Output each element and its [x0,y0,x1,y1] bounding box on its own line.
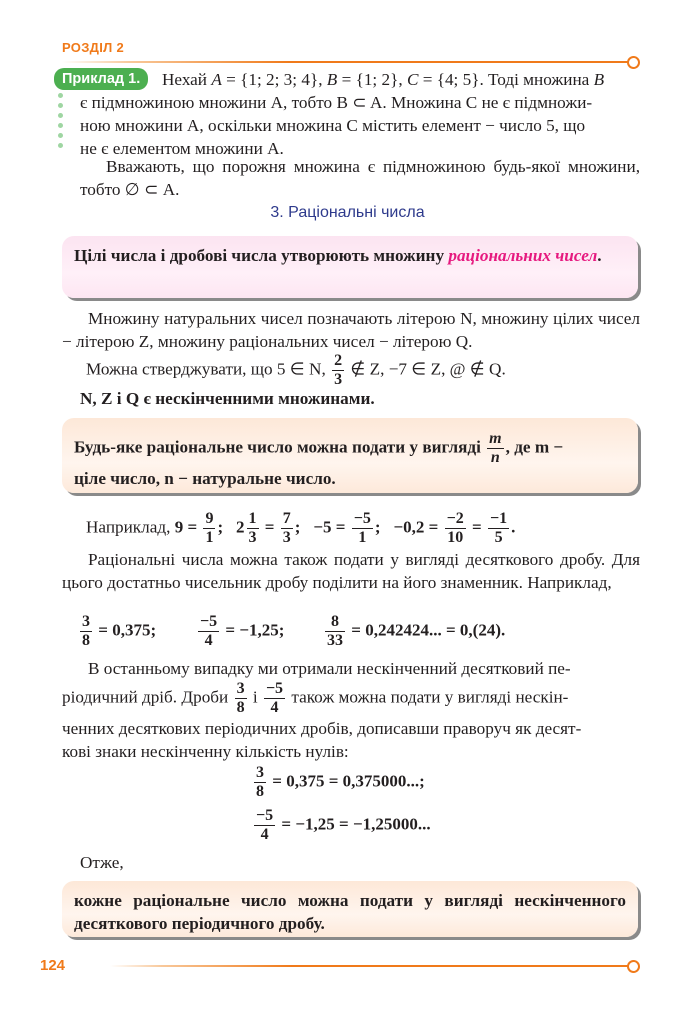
periodic-line-3: ченних десяткових періодичних дробів, дописавши праворуч як десят- [62,719,582,738]
definition-text: Цілі числа і дробові числа утворюють множину раціональних чисел. [74,246,602,265]
periodic-line-1: В останньому випадку ми отримали нескінченний десятковий пе- [88,659,571,678]
example-badge: Приклад 1. [54,68,148,90]
decimal-paragraph: Раціональні числа можна також подати у вигляді десяткового дробу. Для цього достатньо чисельник дробу поділити на його знаменник. Наприклад, [62,550,640,592]
fraction: $\frac{8}{33}$ [327,613,343,649]
display-equation-2: $\frac{-5}{4}$ = −1,25 = −1,25000... [256,807,431,843]
fraction: $\frac{-5}{1}$ [353,510,371,546]
membership-line: Можна стверджувати, що 5 ∈ N, $\frac{2}{3}$ ∉ Z, −7 ∈ Z, @ ∉ Q. [86,352,506,388]
periodic-line-4: кові знаки нескінченну кількість нулів: [62,742,349,761]
examples-line: Наприклад, 9 = $\frac{9}{1}$ ; 2 $\frac{1}{3}$ = $\frac{7}{3}$ ; −5 = $\frac{-5}{1}$ ; −0,2 = $\frac{-2}{10}$ = $\frac{-1}{5}$ . [86,510,516,546]
footer-rule [110,965,630,967]
section-title: 3. Раціональні числа [270,204,425,221]
header-rule [62,61,630,63]
fraction: $\frac{-2}{10}$ [446,510,464,546]
example-line-3: ною множини A, оскільки множина C містить елемент − число 5, що [80,116,586,135]
therefore-label: Отже, [80,853,124,872]
fraction: $\frac{9}{1}$ [205,510,214,546]
infinite-sets-line: N, Z і Q є нескінченними множинами. [80,389,375,408]
conclusion-box [62,881,638,937]
conclusion-text: кожне раціональне число можна подати у вигляді нескінченного десяткового періодичного дробу. [74,891,626,933]
fraction: $\frac{3}{8}$ [256,764,264,800]
rational-definition-line-1: Будь-яке раціональне число можна подати у вигляді $\frac{m}{n}$ , де m − [74,430,564,466]
page-number: 124 [40,957,66,974]
example-line-2: є підмножиною множини A, тобто B ⊂ A. Множина C не є підмножи- [80,93,593,112]
fraction: $\frac{-5}{4}$ [265,680,284,716]
example-line-4: не є елементом множини A. [80,139,284,158]
fraction: $\frac{2}{3}$ [334,352,343,388]
fraction: $\frac{3}{8}$ [236,680,245,716]
decimal-example-2: $\frac{-5}{4}$ = −1,25; [200,613,285,649]
fraction-m-over-n: $\frac{m}{n}$ [489,430,502,466]
fraction: $\frac{7}{3}$ [282,510,291,546]
rational-definition-line-2: ціле число, n − натуральне число. [74,469,336,488]
definition-term: раціональних чисел [448,246,598,265]
fraction: $\frac{-5}{4}$ [200,613,218,649]
example-dots-decoration [58,93,64,153]
chapter-label: РОЗДІЛ 2 [62,40,124,55]
example-line-1: Нехай A = {1; 2; 3; 4}, B = {1; 2}, C = {4; 5}. Тоді множина B [162,70,605,89]
fraction: $\frac{-5}{4}$ [256,807,274,843]
notation-paragraph: Множину натуральних чисел позначають літерою N, множину цілих чисел − літерою Z, множину раціональних чисел − літерою Q. [62,309,640,351]
footer-rule-end-circle-icon [627,960,640,973]
fraction: $\frac{1}{3}$ [248,510,257,546]
rational-definition-box [62,418,638,493]
fraction: $\frac{3}{8}$ [82,613,90,649]
decimal-example-1: $\frac{3}{8}$ = 0,375; [82,613,157,649]
periodic-line-2: ріодичний дріб. Дроби $\frac{3}{8}$ і $\frac{-5}{4}$ також можна подати у вигляді нескін- [62,680,569,716]
display-equation-1: $\frac{3}{8}$ = 0,375 = 0,375000...; [256,764,425,800]
decimal-example-3: $\frac{8}{33}$ = 0,242424... = 0,(24). [327,613,506,649]
definition-box [62,236,638,298]
empty-set-paragraph: Вважають, що порожня множина є підмножиною будь-якої множини, тобто ∅ ⊂ A. [80,157,640,199]
fraction: $\frac{-1}{5}$ [490,510,508,546]
